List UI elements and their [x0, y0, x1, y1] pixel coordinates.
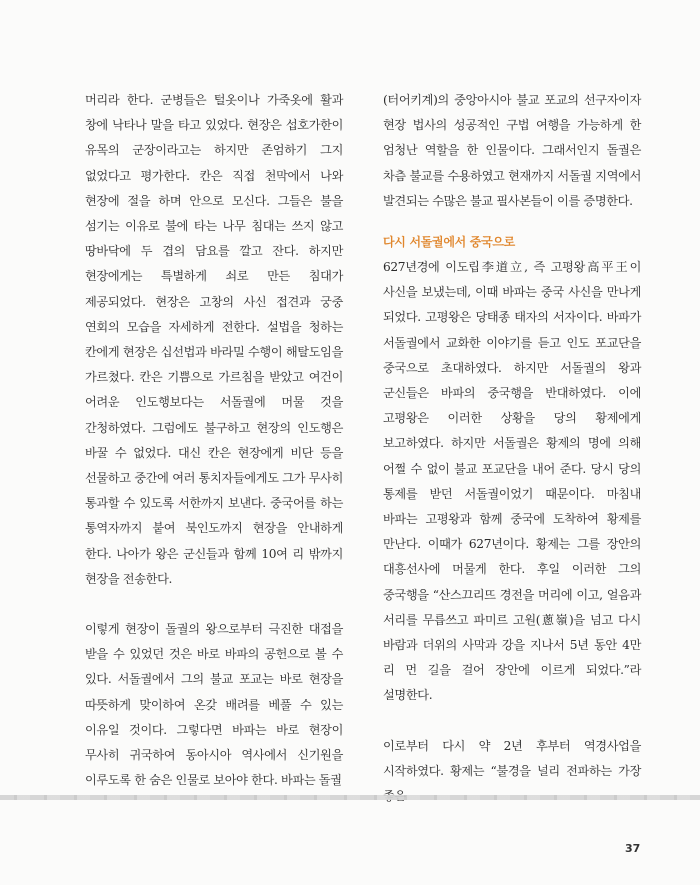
body-paragraph: 627년경에 이도립李道立, 즉 고평왕高平王이 사신을 보냈는데, 이때 바파는 중국 사신을 만나게 되었다. 고평왕은 당태종 태자의 서자이다. 바파가 서돌궐에서 교화한 이야기를 듣고 인도 포교단을 중국으로 초대하였다. 하지만 서돌궐의 왕과 군신들은 바파의 중국행을 반대하였다. 이에 고평왕은 이러한 상황을 당의 황제에게 보고하였다. 하지만 서돌궐은 황제의 명에 의해 어쩔 수 없이 불교 포교단을 내어 준다. 당시 당의 통제를 받던 서돌궐이었기 때문이다. 마침내 바파는 고평왕과 함께 중국에 도착하여 황제를 만난다. 이때가 627년이다. 황제는 그를 장안의 대흥선사에 머물게 한다. 후일 이러한 그의 중국행을 “산스끄리뜨 경전을 머리에 이고, 얼음과 서리를 무릅쓰고 파미르 고원(蔥嶺)을 넘고 다시 바람과 더위의 사막과 강을 지나서 5년 동안 4만 리 먼 길을 걸어 장안에 이르게 되었다.”라 설명한다. — [383, 260, 641, 703]
body-paragraph: 머리라 한다. 군병들은 털옷이나 가죽옷에 활과 창에 낙타나 말을 타고 있었다. 현장은 섭호가한이 유목의 군장이라고는 하지만 존엄하기 그지 없었다고 평가한다. 칸은 직접 천막에서 나와 현장에 절을 하며 안으로 모신다. 그들은 불을 섬기는 이유로 불에 타는 나무 침대는 쓰지 않고 땅바닥에 두 겹의 담요를 깔고 잔다. 하지만 현장에게는 특별하게 쇠로 만든 침대가 제공되었다. 현장은 고창의 사신 접견과 궁중 연회의 모습을 자세하게 전한다. 설법을 청하는 칸에게 현장은 십선법과 바라밀 수행이 해탈도임을 가르쳤다. 칸은 기쁨으로 가르침을 받았고 여건이 어려운 인도행보다는 서돌궐에 머물 것을 간청하였다. 그럼에도 불구하고 현장의 인도행은 바꿀 수 없었다. 대신 칸은 현장에게 비단 등을 선물하고 중간에 여러 통치자들에게도 그가 무사히 통과할 수 있도록 서한까지 보낸다. 중국어를 하는 통역자까지 붙여 북인도까지 현장을 안내하게 한다. 나아가 왕은 군신들과 함께 10여 리 밖까지 현장을 전송한다. — [85, 93, 343, 586]
page-number: 37 — [625, 842, 641, 855]
right-column — [383, 88, 641, 809]
body-paragraph: 이렇게 현장이 돌궐의 왕으로부터 극진한 대접을 받을 수 있었던 것은 바로 바파의 공헌으로 볼 수 있다. 서돌궐에서 그의 불교 포교는 바로 현장을 따뜻하게 맞이하여 온갖 배려를 베풀 수 있는 이유일 것이다. 그렇다면 바파는 바로 현장이 무사히 귀국하여 동아시아 역사에서 신기원을 이루도록 한 숨은 인물로 보아야 한다. 바파는 돌궐 — [85, 622, 343, 788]
body-paragraph: 이로부터 다시 약 2년 후부터 역경사업을 시작하였다. 황제는 “불경을 널리 전파하는 가장 — [383, 738, 641, 778]
footer-divider — [0, 795, 700, 800]
section-heading: 다시 서돌궐에서 중국으로 — [383, 235, 515, 250]
left-column — [85, 88, 343, 793]
body-paragraph: (터어키계)의 중앙아시아 불교 포교의 선구자이자 현장 법사의 성공적인 구법 여행을 가능하게 한 엄청난 역할을 한 인물이다. 그래서인지 돌궐은 차츰 불교를 수용하였고 현재까지 서돌궐 지역에서 발견되는 수많은 불교 필사본들이 이를 증명한다. — [383, 93, 641, 208]
